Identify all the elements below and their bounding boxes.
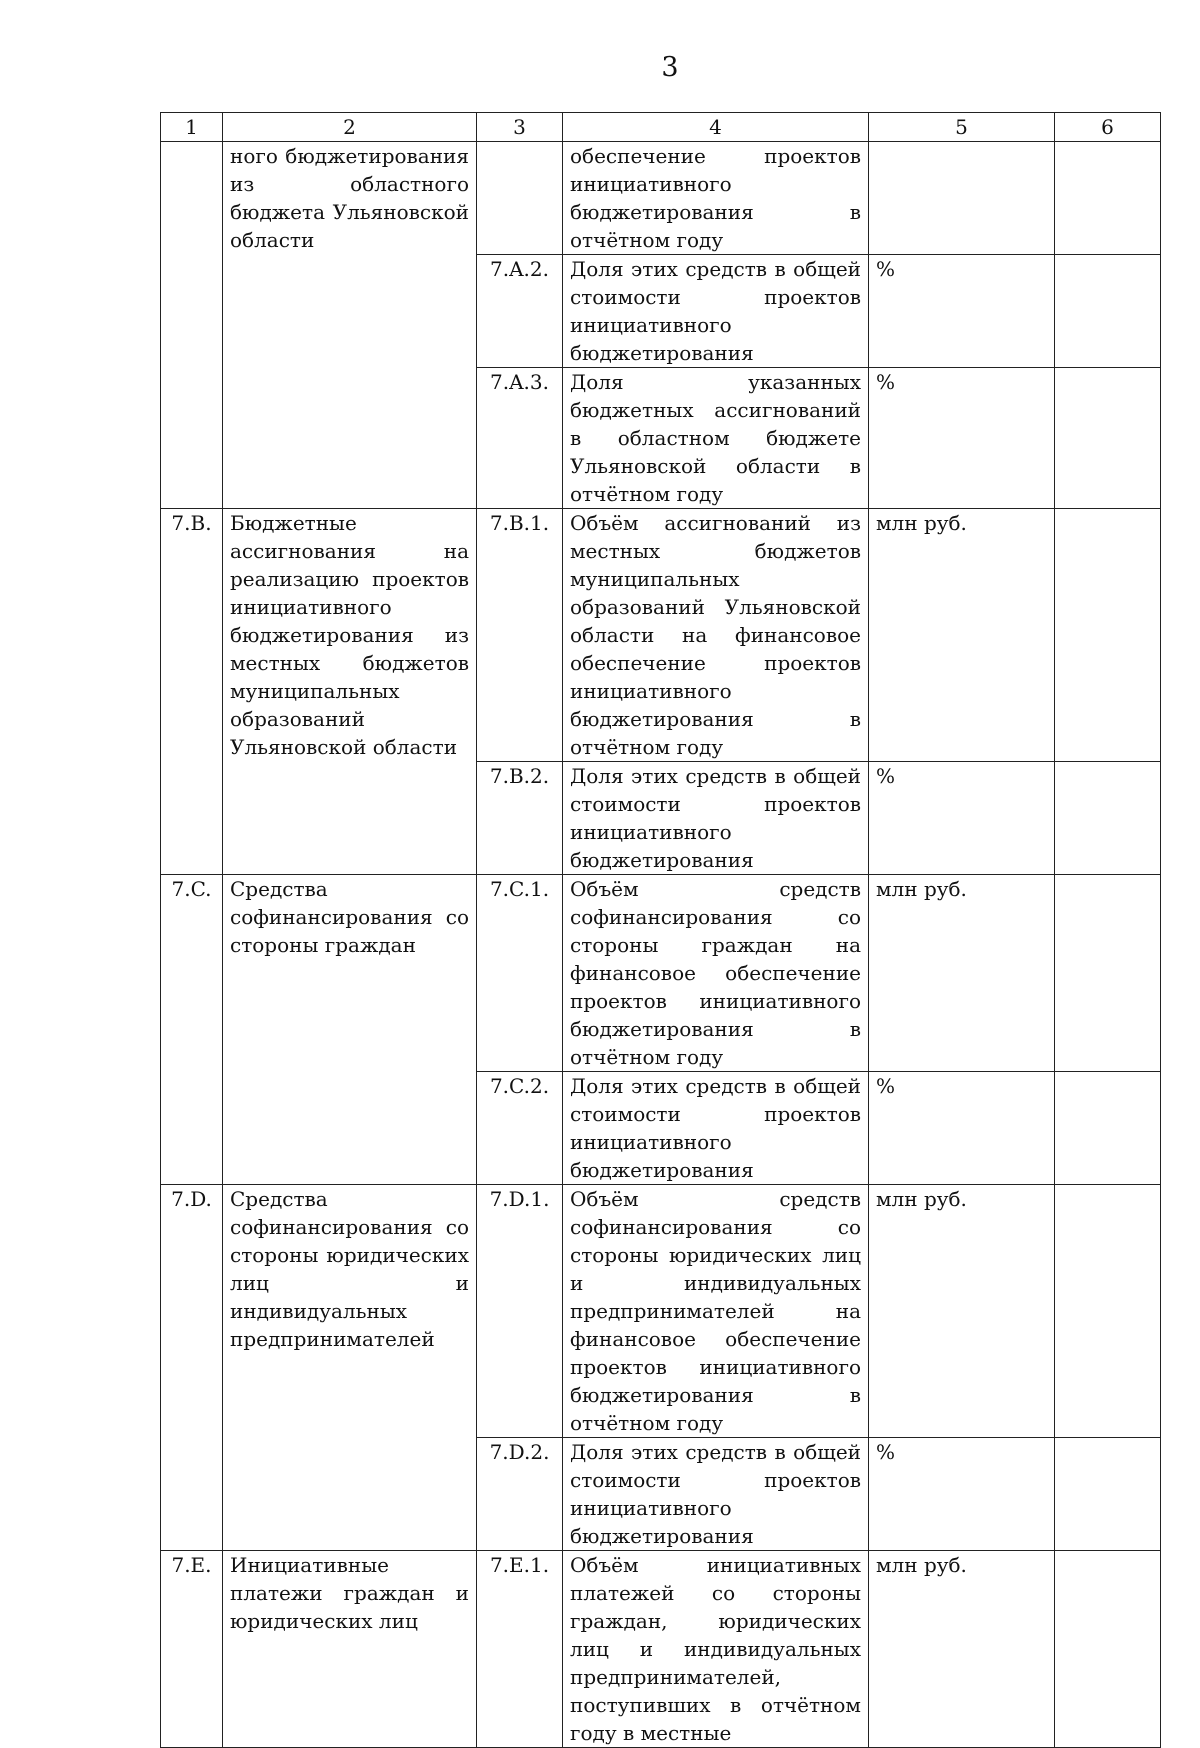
unit-cell: %	[869, 1438, 1055, 1551]
section-name-cell: Средства софинансирования со стороны граждан	[223, 875, 477, 1185]
section-name-cell: Инициативные платежи граждан и юридических лиц	[223, 1551, 477, 1748]
indicator-description-cell: Доля этих средств в общей стоимости проектов инициативного бюджетирования	[563, 1438, 869, 1551]
unit-cell: млн руб.	[869, 509, 1055, 762]
section-code-cell: 7.D.	[161, 1185, 223, 1551]
unit-cell	[869, 142, 1055, 255]
value-cell	[1055, 875, 1161, 1072]
indicator-code-cell: 7.C.1.	[477, 875, 563, 1072]
indicator-code-cell: 7.B.2.	[477, 762, 563, 875]
section-code-cell	[161, 142, 223, 509]
indicator-code-cell	[477, 142, 563, 255]
value-cell	[1055, 1185, 1161, 1438]
value-cell	[1055, 509, 1161, 762]
unit-cell: %	[869, 368, 1055, 509]
section-code-cell: 7.E.	[161, 1551, 223, 1748]
indicator-code-cell: 7.B.1.	[477, 509, 563, 762]
indicator-description-cell: Доля этих средств в общей стоимости проектов инициативного бюджетирования	[563, 762, 869, 875]
table-row	[161, 509, 1161, 762]
header-cell: 4	[563, 113, 869, 142]
indicator-code-cell: 7.D.2.	[477, 1438, 563, 1551]
indicator-description-cell: Объём инициативных платежей со стороны граждан, юридических лиц и индивидуальных предпринимателей, поступивших в отчётном году в местные	[563, 1551, 869, 1748]
indicator-code-cell: 7.E.1.	[477, 1551, 563, 1748]
unit-cell: млн руб.	[869, 1551, 1055, 1748]
value-cell	[1055, 368, 1161, 509]
table-row	[161, 875, 1161, 1072]
table-row	[161, 1551, 1161, 1748]
indicator-description-cell: Доля указанных бюджетных ассигнований в областном бюджете Ульяновской области в отчётном году	[563, 368, 869, 509]
indicator-description-cell: Объём средств софинансирования со стороны граждан на финансовое обеспечение проектов инициативного бюджетирования в отчётном году	[563, 875, 869, 1072]
value-cell	[1055, 1072, 1161, 1185]
indicator-code-cell: 7.A.3.	[477, 368, 563, 509]
indicator-code-cell: 7.C.2.	[477, 1072, 563, 1185]
unit-cell: млн руб.	[869, 1185, 1055, 1438]
table-row	[161, 142, 1161, 255]
indicator-description-cell: Доля этих средств в общей стоимости проектов инициативного бюджетирования	[563, 1072, 869, 1185]
section-code-cell: 7.C.	[161, 875, 223, 1185]
header-row	[161, 113, 1161, 142]
indicator-table	[160, 112, 1161, 1748]
indicator-description-cell: Объём средств софинансирования со стороны юридических лиц и индивидуальных предпринимателей на финансовое обеспечение проектов инициативного бюджетирования в отчётном году	[563, 1185, 869, 1438]
unit-cell: млн руб.	[869, 875, 1055, 1072]
value-cell	[1055, 142, 1161, 255]
indicator-code-cell: 7.D.1.	[477, 1185, 563, 1438]
value-cell	[1055, 1551, 1161, 1748]
unit-cell: %	[869, 762, 1055, 875]
page-number: 3	[661, 52, 679, 83]
section-name-cell: ного бюджетирования из областного бюджета Ульяновской области	[223, 142, 477, 509]
value-cell	[1055, 1438, 1161, 1551]
unit-cell: %	[869, 1072, 1055, 1185]
header-cell: 5	[869, 113, 1055, 142]
table-row	[161, 1185, 1161, 1438]
header-cell: 6	[1055, 113, 1161, 142]
indicator-code-cell: 7.A.2.	[477, 255, 563, 368]
indicator-description-cell: Объём ассигнований из местных бюджетов муниципальных образований Ульяновской области на финансовое обеспечение проектов инициативного бюджетирования в отчётном году	[563, 509, 869, 762]
header-cell: 2	[223, 113, 477, 142]
value-cell	[1055, 255, 1161, 368]
indicator-description-cell: Доля этих средств в общей стоимости проектов инициативного бюджетирования	[563, 255, 869, 368]
section-code-cell: 7.B.	[161, 509, 223, 875]
section-name-cell: Бюджетные ассигнования на реализацию проектов инициативного бюджетирования из местных бюджетов муниципальных образований Ульяновской области	[223, 509, 477, 875]
unit-cell: %	[869, 255, 1055, 368]
indicator-description-cell: обеспечение проектов инициативного бюджетирования в отчётном году	[563, 142, 869, 255]
header-cell: 1	[161, 113, 223, 142]
header-cell: 3	[477, 113, 563, 142]
section-name-cell: Средства софинансирования со стороны юридических лиц и индивидуальных предпринимателей	[223, 1185, 477, 1551]
value-cell	[1055, 762, 1161, 875]
